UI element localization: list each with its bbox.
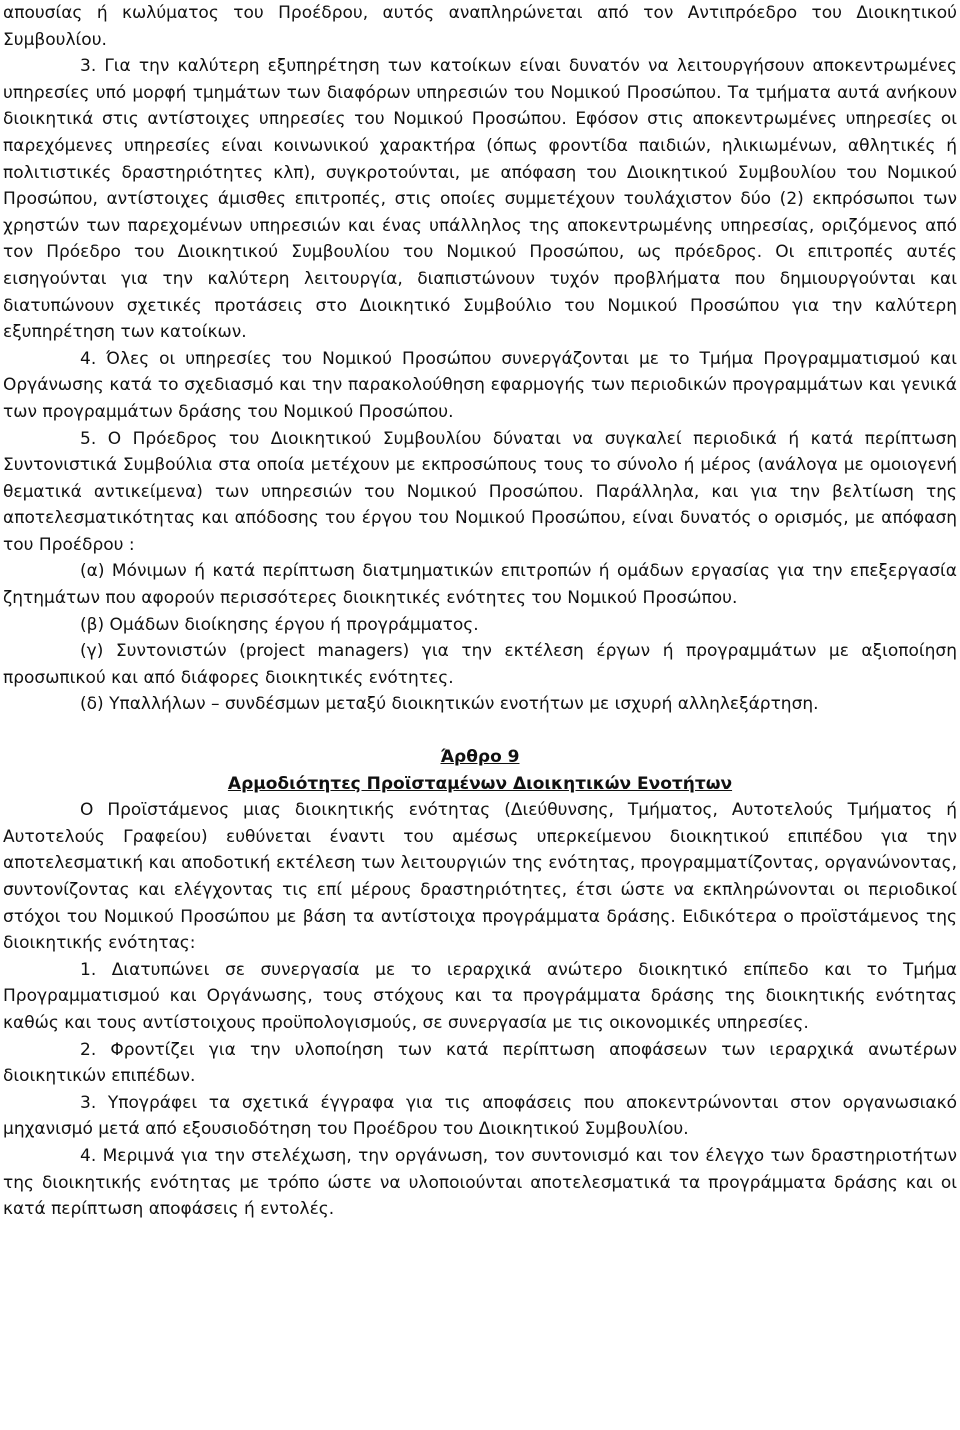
paragraph-3: 3. Για την καλύτερη εξυπηρέτηση των κατοίκων είναι δυνατόν να λειτουργήσουν αποκεντρωμένες υπηρεσίες υπό μορφή τμημάτων των διαφόρων υπηρεσιών του Νομικού Προσώπου. Τα τμήματα αυτά ανήκουν διοικητικά στις αντίστοιχες υπηρεσίες του Νομικού Προσώπου. Εφόσον στις αποκεντρωμένες υπηρεσίες οι παρεχόμενες υπηρεσίες είναι κοινωνικού χαρακτήρα (όπως φροντίδα παιδιών, ηλικιωμένων, αθλητικές ή πολιτιστικές δραστηριότητες κλπ), συγκροτούνται, με απόφαση του Διοικητικού Συμβουλίου του Νομικού Προσώπου, αντίστοιχες άμισθες επιτροπές, στις οποίες συμμετέχουν τουλάχιστον δύο (2) εκπρόσωποι των χρηστών των παρεχομένων υπηρεσιών και ένας υπάλληλος της αποκεντρωμένης υπηρεσίας, οριζόμενος από τον Πρόεδρο του Διοικητικού Συμβουλίου του Νομικού Προσώπου, ως πρόεδρος. Οι επιτροπές αυτές εισηγούνται για την καλύτερη λειτουργία, διαπιστώνουν τυχόν προβλήματα που δημιουργούνται και διατυπώνουν σχετικές προτάσεις στο Διοικητικό Συμβούλιο του Νομικού Προσώπου για την καλύτερη εξυπηρέτηση των κατοίκων. — [3, 56, 957, 343]
list-item-b: (β) Ομάδων διοίκησης έργου ή προγράμματος. — [80, 614, 479, 635]
list-item-d: (δ) Υπαλλήλων – συνδέσμων μεταξύ διοικητικών ενοτήτων με ισχυρή αλληλεξάρτηση. — [80, 694, 819, 715]
paragraph-continued: απουσίας ή κωλύματος του Προέδρου, αυτός αναπληρώνεται από τον Αντιπρόεδρο του Διοικητικού Συμβουλίου. — [3, 3, 957, 50]
paragraph-5: 5. Ο Πρόεδρος του Διοικητικού Συμβουλίου δύναται να συγκαλεί περιοδικά ή κατά περίπτωση Συντονιστικά Συμβούλια στα οποία μετέχουν με εκπροσώπους τους το σύνολο ή μέρος (ανάλογα με ομοιογενή θεματικά αντικείμενα) των υπηρεσιών του Νομικού Προσώπου. Παράλληλα, και για την βελτίωση της αποτελεσματικότητας και απόδοσης του έργου του Νομικού Προσώπου, είναι δυνατός ο ορισμός, με απόφαση του Προέδρου : — [3, 428, 957, 555]
article-heading — [3, 744, 957, 797]
article-title: Αρμοδιότητες Προϊσταμένων Διοικητικών Ενοτήτων — [227, 773, 733, 794]
list-item-a: (α) Μόνιμων ή κατά περίπτωση διατμηματικών επιτροπών ή ομάδων εργασίας για την επεξεργασία ζητημάτων που αφορούν περισσότερες διοικητικές ενότητες του Νομικού Προσώπου. — [3, 561, 957, 609]
article-number: Άρθρο 9 — [440, 747, 520, 768]
article-item-1: 1. Διατυπώνει σε συνεργασία με το ιεραρχικά ανώτερο διοικητικό επίπεδο και το Τμήμα Προγραμματισμού και Οργάνωσης, τους στόχους και τα προγράμματα δράσης της διοικητικής ενότητας καθώς και τους αντίστοιχους προϋπολογισμούς, σε συνεργασία με τις οικονομικές υπηρεσίες. — [3, 959, 957, 1033]
article-intro-paragraph: Ο Προϊστάμενος μιας διοικητικής ενότητας (Διεύθυνσης, Τμήματος, Αυτοτελούς Τμήματος ή Αυτοτελούς Γραφείου) ευθύνεται έναντι του αμέσως υπερκείμενου διοικητικού επιπέδου για την αποτελεσματική και αποδοτική εκτέλεση των λειτουργιών της ενότητας, προγραμματίζοντας, οργανώνοντας, συντονίζοντας και ελέγχοντας τις επί μέρους δραστηριότητες, έτσι ώστε να εκπληρώνονται οι περιοδικοί στόχοι του Νομικού Προσώπου με βάση τα αντίστοιχα προγράμματα δράσης. Ειδικότερα ο προϊστάμενος της διοικητικής ενότητας: — [3, 800, 957, 954]
article-item-3: 3. Υπογράφει τα σχετικά έγγραφα για τις αποφάσεις που αποκεντρώνονται στον οργανωσιακό μηχανισμό μετά από εξουσιοδότηση του Προέδρου του Διοικητικού Συμβουλίου. — [3, 1092, 957, 1140]
article-item-4: 4. Μεριμνά για την στελέχωση, την οργάνωση, τον συντονισμό και τον έλεγχο των δραστηριοτήτων της διοικητικής ενότητας με τρόπο ώστε να υλοποιούνται αποτελεσματικά τα προγράμματα δράσης και οι κατά περίπτωση αποφάσεις ή εντολές. — [3, 1145, 957, 1220]
article-item-2: 2. Φροντίζει για την υλοποίηση των κατά περίπτωση αποφάσεων των ιεραρχικά ανωτέρων διοικητικών επιπέδων. — [3, 1039, 957, 1087]
list-item-c: (γ) Συντονιστών (project managers) για την εκτέλεση έργων ή προγραμμάτων με αξιοποίηση προσωπικού και από διάφορες διοικητικές ενότητες. — [3, 641, 957, 688]
paragraph-4: 4. Όλες οι υπηρεσίες του Νομικού Προσώπου συνεργάζονται με το Τμήμα Προγραμματισμού και Οργάνωσης κατά το σχεδιασμό και την παρακολούθηση εφαρμογής των περιοδικών προγραμμάτων και γενικά των προγραμμάτων δράσης του Νομικού Προσώπου. — [3, 348, 957, 422]
